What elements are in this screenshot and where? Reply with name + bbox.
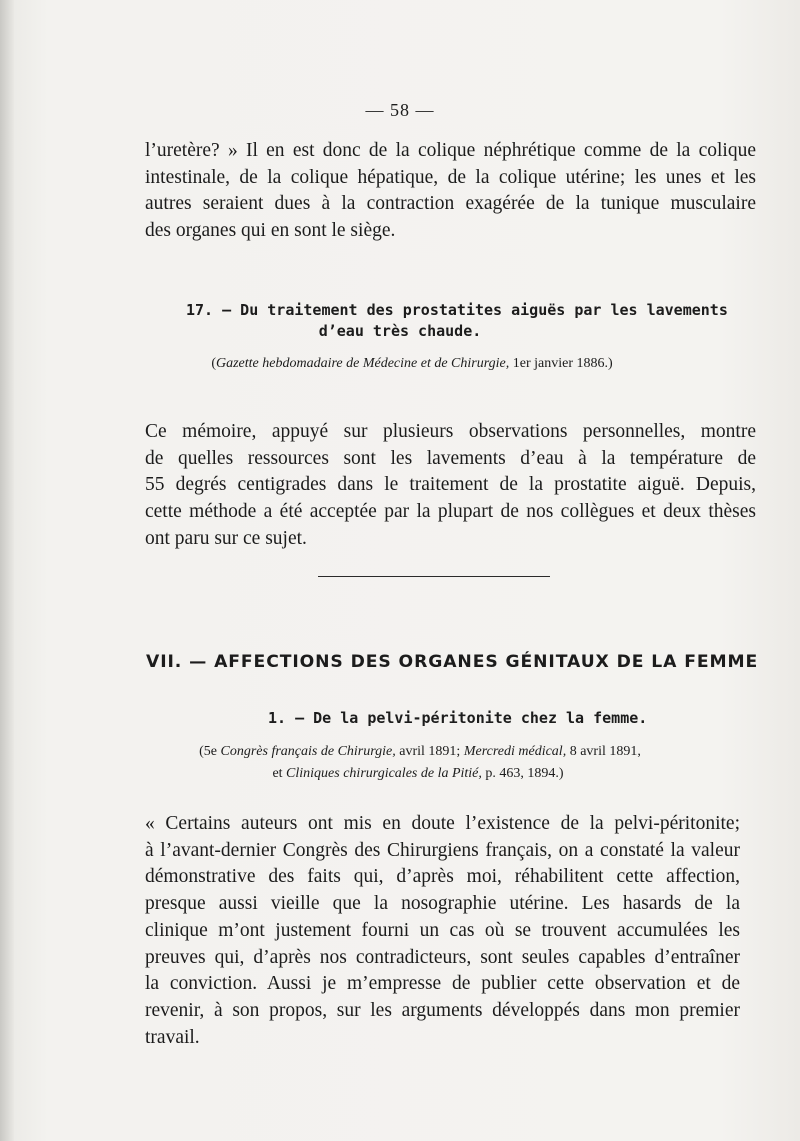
citation-journal: Mercredi médical, <box>463 744 567 759</box>
citation-part: p. 463, 1894.) <box>481 766 564 781</box>
text-line: Ce mémoire, appuyé sur plusieurs observations personnelles, montre <box>145 421 756 442</box>
item-17-citation <box>12 356 800 372</box>
text-line: presque aussi vieille que la nosographie utérine. Les hasards de la <box>145 893 740 915</box>
item-17-title: 17. — Du traitement des prostatites aiguës par les lavements <box>186 301 728 319</box>
text-line: à l’avant-dernier Congrès des Chirurgiens français, on a constaté la valeur <box>145 839 740 861</box>
page-binding-edge <box>0 0 14 1141</box>
page-number: — 58 — <box>365 100 435 120</box>
text-line: travail. <box>145 1026 200 1048</box>
item-17-title-continued: d’eau très chaude. <box>318 322 482 340</box>
citation-part: avril 1891; <box>395 744 464 759</box>
text-line: revenir, à son propos, sur les arguments développés dans mon premier <box>145 999 740 1021</box>
text-line: la conviction. Aussi je m’empresse de publier cette observation et de <box>145 973 740 995</box>
text-line: intestinale, de la colique hépatique, de la colique utérine; les unes et les <box>145 166 756 188</box>
citation-journal: Gazette hebdomadaire de Médecine et de Chirurgie, <box>215 356 510 371</box>
item-1-citation-line-1 <box>20 744 800 760</box>
citation-date: 1er janvier 1886.) <box>509 356 613 371</box>
text-line: démonstrative des faits qui, d’après moi, réhabilitent cette affection, <box>145 866 740 888</box>
citation-journal: Congrès français de Chirurgie, <box>220 744 396 759</box>
citation-open: ( <box>211 356 216 371</box>
section-title: VII. — AFFECTIONS DES ORGANES GÉNITAUX DE LA FEMME <box>146 652 759 672</box>
item-1-citation-line-2 <box>18 766 800 782</box>
text-line: clinique m’ont justement fourni un cas où se trouvent accumulées les <box>145 919 740 941</box>
text-line: l’uretère? » Il en est donc de la colique néphrétique comme de la colique <box>145 140 756 161</box>
text-line: ont paru sur ce sujet. <box>145 527 307 549</box>
citation-part: et <box>272 766 287 781</box>
text-line: de quelles ressources sont les lavements d’eau à la température de <box>145 447 756 469</box>
paragraph-item-1 <box>145 811 740 1051</box>
text-line: 55 degrés centigrades dans le traitement de la prostatite aiguë. Depuis, <box>145 474 756 496</box>
text-line: preuves qui, d’après nos contradicteurs, sont seules capables d’entraîner <box>145 946 740 968</box>
paragraph-continuation <box>145 138 756 245</box>
paragraph-item-17 <box>145 419 756 553</box>
citation-journal: Cliniques chirurgicales de la Pitié, <box>286 766 482 781</box>
section-divider <box>318 576 550 577</box>
text-line: cette méthode a été acceptée par la plupart de nos collègues et deux thèses <box>145 501 756 523</box>
citation-part: (5e <box>199 744 221 759</box>
citation-part: 8 avril 1891, <box>566 744 641 759</box>
item-1-title: 1. — De la pelvi-péritonite chez la femme. <box>268 709 648 727</box>
text-line: des organes qui en sont le siège. <box>145 220 396 242</box>
text-line: « Certains auteurs ont mis en doute l’existence de la pelvi-péritonite; <box>145 813 740 834</box>
text-line: autres seraient dues à la contraction exagérée de la tunique musculaire <box>145 193 756 215</box>
